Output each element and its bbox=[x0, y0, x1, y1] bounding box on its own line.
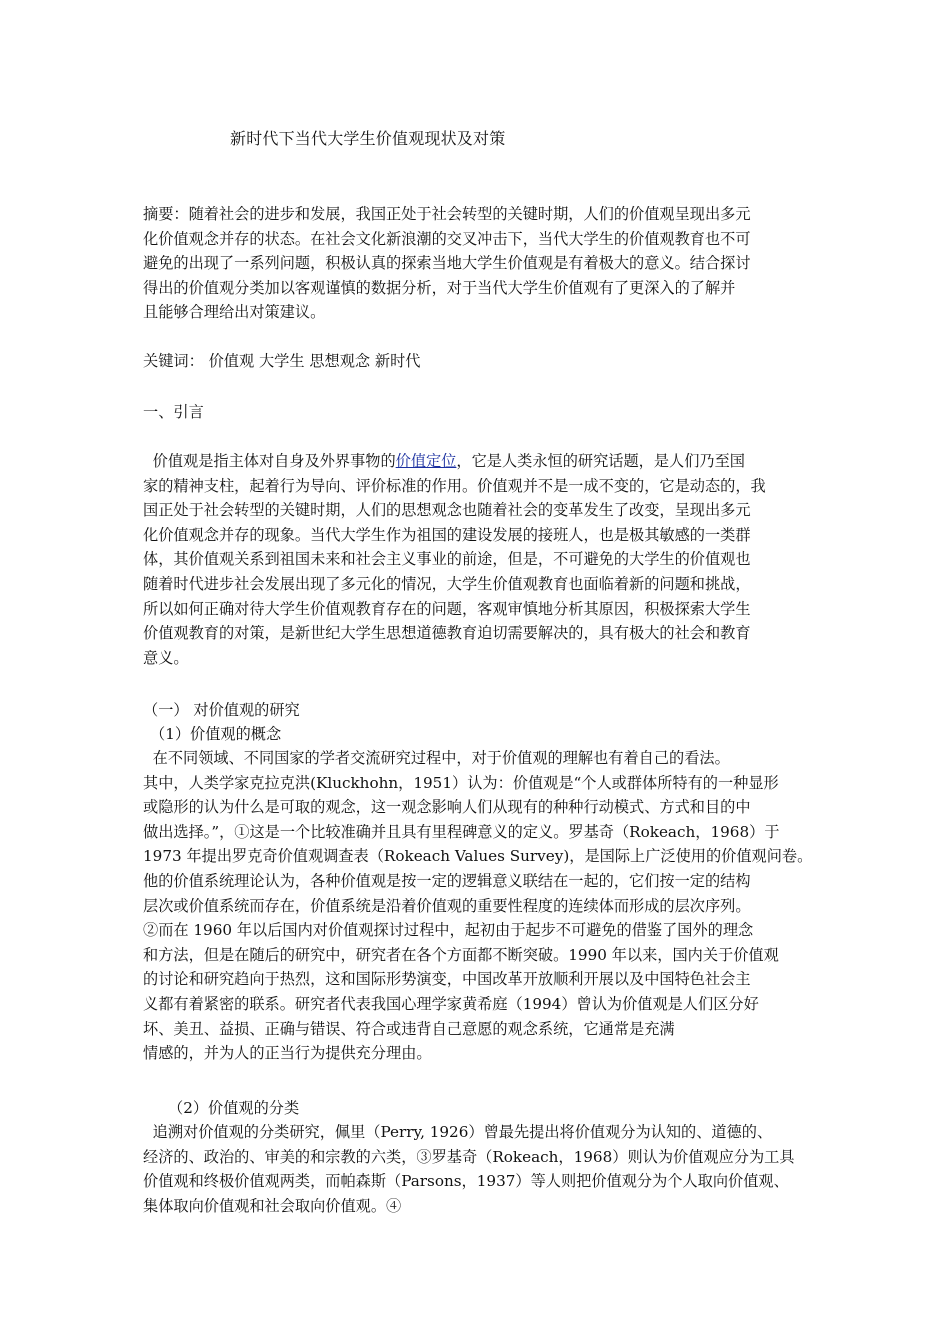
concept-line: 情感的，并为人的正当行为提供充分理由。 bbox=[143, 1044, 432, 1063]
introduction-line: 国正处于社会转型的关键时期，人们的思想观念也随着社会的变革发生了改变，呈现出多元 bbox=[143, 501, 751, 520]
classification-line: 集体取向价值观和社会取向价值观。④ bbox=[143, 1196, 402, 1215]
concept-heading: （1）价值观的概念 bbox=[150, 725, 282, 743]
introduction-line: 价值观教育的对策，是新世纪大学生思想道德教育迫切需要解决的，具有极大的社会和教育 bbox=[143, 624, 751, 643]
abstract-line: 且能够合理给出对策建议。 bbox=[143, 303, 326, 322]
section-heading-introduction: 一、引言 bbox=[143, 403, 204, 421]
subsection-heading-research: （一） 对价值观的研究 bbox=[143, 701, 300, 719]
concept-line: 其中，人类学家克拉克洪(Kluckhohn，1951）认为：价值观是“个人或群体所特有的一种显形 bbox=[143, 773, 779, 792]
concept-line: 或隐形的认为什么是可取的观念，这一观念影响人们从现有的种种行动模式、方式和目的中 bbox=[143, 798, 751, 817]
introduction-prefix: 价值观是指主体对自身及外界事物的 bbox=[143, 452, 396, 470]
classification-paragraph bbox=[143, 1120, 815, 1218]
abstract-line: 避免的出现了一系列问题，积极认真的探索当地大学生价值观是有着极大的意义。结合探讨 bbox=[143, 254, 751, 273]
abstract-line: 摘要：随着社会的进步和发展，我国正处于社会转型的关键时期，人们的价值观呈现出多元 bbox=[143, 205, 751, 223]
abstract-line: 化价值观念并存的状态。在社会文化新浪潮的交叉冲击下，当代大学生的价值观教育也不可 bbox=[143, 229, 751, 248]
concept-line: 他的价值系统理论认为，各种价值观是按一定的逻辑意义联结在一起的，它们按一定的结构 bbox=[143, 871, 751, 890]
concept-line: 在不同领域、不同国家的学者交流研究过程中，对于价值观的理解也有着自己的看法。 bbox=[143, 749, 730, 767]
introduction-line: 家的精神支柱，起着行为导向、评价标准的作用。价值观并不是一成不变的，它是动态的，我 bbox=[143, 476, 766, 495]
concept-line: 义都有着紧密的联系。研究者代表我国心理学家黄希庭（1994）曾认为价值观是人们区分好 bbox=[143, 994, 759, 1013]
introduction-line: 所以如何正确对待大学生价值观教育存在的问题，客观审慎地分析其原因，积极探索大学生 bbox=[143, 599, 751, 618]
concept-line: 和方法，但是在随后的研究中，研究者在各个方面都不断突破。1990 年以来，国内关于价值观 bbox=[143, 945, 779, 964]
classification-line: 追溯对价值观的分类研究，佩里（Perry, 1926）曾最先提出将价值观分为认知的、道德的、 bbox=[143, 1123, 773, 1141]
keywords-line: 关键词： 价值观 大学生 思想观念 新时代 bbox=[143, 352, 421, 370]
introduction-suffix: ，它是人类永恒的研究话题，是人们乃至国 bbox=[456, 452, 745, 470]
concept-line: ②而在 1960 年以后国内对价值观探讨过程中，起初由于起步不可避免的借鉴了国外的理念 bbox=[143, 921, 754, 940]
abstract-line: 得出的价值观分类加以客观谨慎的数据分析，对于当代大学生价值观有了更深入的了解并 bbox=[143, 278, 736, 297]
introduction-line: 随着时代进步社会发展出现了多元化的情况，大学生价值观教育也面临着新的问题和挑战， bbox=[143, 574, 751, 593]
introduction-paragraph bbox=[143, 449, 815, 670]
introduction-line: 体，其价值观关系到祖国未来和社会主义事业的前途，但是，不可避免的大学生的价值观也 bbox=[143, 550, 751, 569]
introduction-line: 意义。 bbox=[143, 648, 189, 667]
concept-line: 1973 年提出罗克奇价值观调查表（Rokeach Values Survey)，是国际上广泛使用的价值观问卷。 bbox=[143, 847, 813, 866]
value-positioning-link[interactable]: 价值定位 bbox=[395, 452, 457, 470]
classification-line: 经济的、政治的、审美的和宗教的六类，③罗基奇（Rokeach，1968）则认为价值观应分为工具 bbox=[143, 1147, 795, 1166]
introduction-line: 化价值观念并存的现象。当代大学生作为祖国的建设发展的接班人，也是极其敏感的一类群 bbox=[143, 525, 751, 544]
concept-line: 坏、美丑、益损、正确与错误、符合或违背自己意愿的观念系统，它通常是充满 bbox=[143, 1019, 675, 1038]
classification-heading: （2）价值观的分类 bbox=[168, 1099, 300, 1117]
abstract-paragraph bbox=[143, 202, 815, 325]
classification-line: 价值观和终极价值观两类，而帕森斯（Parsons，1937）等人则把价值观分为个人取向价值观、 bbox=[143, 1172, 789, 1191]
concept-line: 做出选择。”，①这是一个比较准确并且具有里程碑意义的定义。罗基奇（Rokeach，1968）于 bbox=[143, 822, 780, 841]
concept-line: 的讨论和研究趋向于热烈，这和国际形势演变，中国改革开放顺利开展以及中国特色社会主 bbox=[143, 970, 751, 989]
concept-paragraph bbox=[143, 746, 815, 1066]
introduction-first-line bbox=[143, 449, 815, 474]
concept-line: 层次或价值系统而存在，价值系统是沿着价值观的重要性程度的连续体而形成的层次序列。 bbox=[143, 896, 751, 915]
document-title: 新时代下当代大学生价值观现状及对策 bbox=[230, 129, 506, 148]
